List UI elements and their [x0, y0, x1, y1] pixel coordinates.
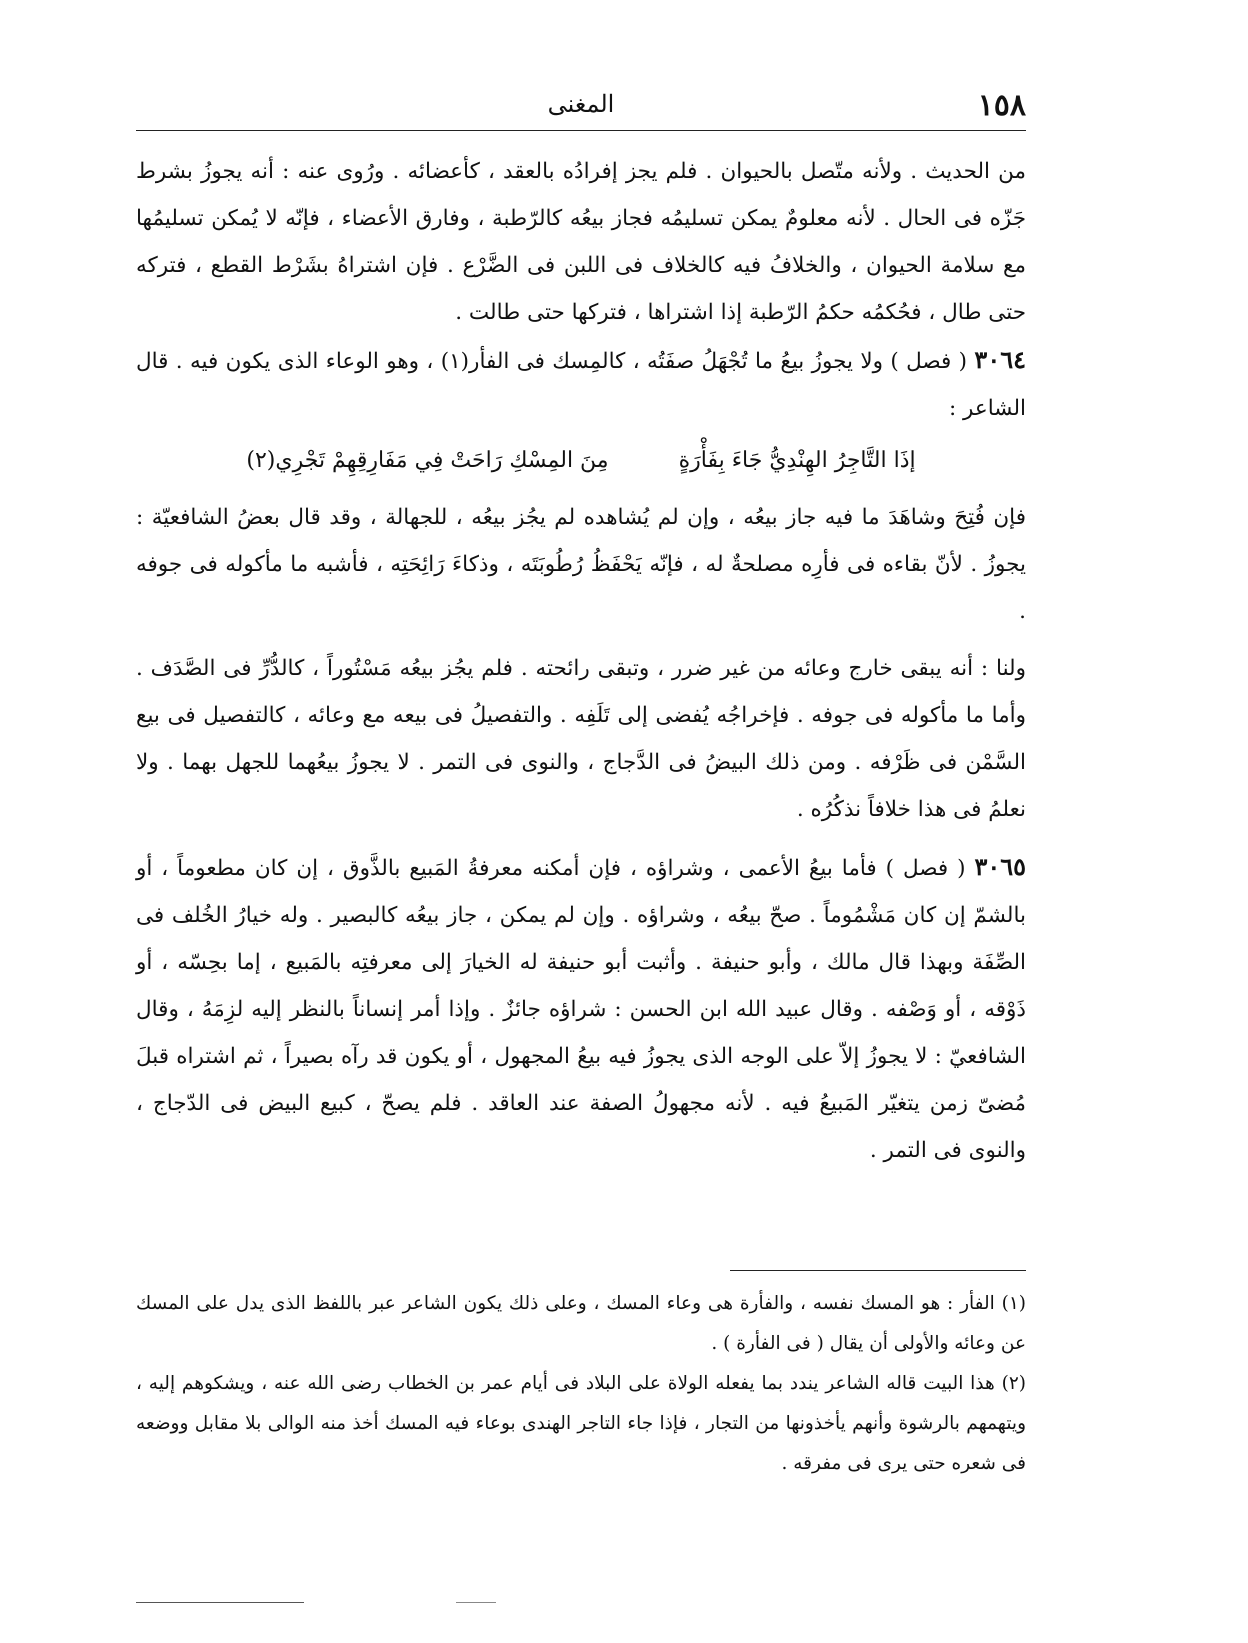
section-number-3064: ٣٠٦٤: [974, 345, 1026, 374]
footnote-rule: [730, 1270, 1026, 1271]
paragraph-1: من الحديث . ولأنه متّصل بالحيوان . فلم يجز إفرادُه بالعقد ، كأعضائه . ورُوى عنه : أنه يجوزُ بشرط جَزّه فى الحال . لأنه معلومٌ يمكن تسليمُه فجاز بيعُه كالرّطبة ، وفارق الأعضاء ، فإنّه لا يُمكن تسليمُها مع سلامة الحيوان ، والخلافُ فيه كالخلاف فى اللبن فى الضَّرْع . فإن اشتراهُ بشَرْط القطع ، فتركه حتى طال ، فحُكمُه حكمُ الرّطبة إذا اشتراها ، فتركها حتى طالت .: [136, 159, 1026, 325]
paragraph-5: [136, 843, 1026, 1174]
bottom-rule-left: [136, 1602, 304, 1603]
paragraph-4: ولنا : أنه يبقى خارج وعائه من غير ضرر ، وتبقى رائحته . فلم يجُز بيعُه مَسْتُوراً ، كالدُّرِّ فى الصَّدَف . وأما ما مأكوله فى جوفه . فإخراجُه يُفضى إلى تَلَفِه . والتفصيلُ فى بيعه مع وعائه ، كالتفصيل فى بيع السَّمْن فى ظَرْفه . ومن ذلك البيضُ فى الدَّجاج ، والنوى فى التمر . لا يجوزُ بيعُهما للجهل بهما . ولا نعلمُ فى هذا خلافاً نذكُرُه .: [136, 656, 1026, 822]
page-header: [136, 88, 1026, 128]
running-title: المغنى: [547, 90, 615, 118]
verse-first-hemistich: إذَا التَّاجِرُ الهِنْدِيُّ جَاءَ بِفَأْرَةٍ: [678, 448, 916, 473]
paragraph-3: فإن فُتِحَ وشاهَدَ ما فيه جاز بيعُه ، وإن لم يُشاهده لم يجُز بيعُه ، للجهالة ، وقد قال بعضُ الشافعيّة : يجوزُ . لأنّ بقاءه فى فأرِه مصلحةٌ له ، فإنّه يَحْفَظُ رُطُوبَتَه ، وذكاءَ رَائِحَتِه ، فأشبه ما مأكوله فى جوفه .: [136, 505, 1026, 624]
footnotes: [136, 1284, 1026, 1484]
verse-second-hemistich: مِنَ المِسْكِ رَاحَتْ فِي مَفَارِقِهِمْ تَجْرِي(٢): [246, 448, 609, 473]
section-number-3065: ٣٠٦٥: [974, 852, 1026, 881]
paragraph-2-text: ( فصل ) ولا يجوزُ بيعُ ما تُجْهَلُ صفَتُه ، كالمِسك فى الفأر(١) ، وهو الوعاء الذى يكون فيه . قال الشاعر :: [136, 349, 1026, 421]
paragraph-5-text: ( فصل ) فأما بيعُ الأعمى ، وشراؤه ، فإن أمكنه معرفةُ المَبيع بالذَّوق ، إن كان مطعوماً ، أو بالشمّ إن كان مَشْمُوماً . صحّ بيعُه ، وشراؤه . وإن لم يمكن ، جاز بيعُه كالبصير . وله خيارُ الخُلف فى الصِّفَة وبهذا قال مالك ، وأبو حنيفة . وأثبت أبو حنيفة له الخيارَ إلى معرفتِه بالمَبيع ، إما بحِسّه ، أو ذَوْقه ، أو وَصْفه . وقال عبيد الله ابن الحسن : شراؤه جائزٌ . وإذا أمر إنساناً بالنظر إليه لزِمَهُ ، وقال الشافعيّ : لا يجوزُ إلاّ على الوجه الذى يجوزُ فيه بيعُ المجهول ، أو يكون قد رآه بصيراً ، ثم اشتراه قبلَ مُضىّ زمن يتغيّر المَبيعُ فيه . لأنه مجهولُ الصفة عند العاقد . فلم يصحّ ، كبيع البيض فى الدّجاج ، والنوى فى التمر .: [136, 856, 1026, 1163]
main-text: [136, 148, 1026, 1174]
paragraph-2: [136, 336, 1026, 432]
bottom-rule-center: [456, 1602, 496, 1603]
header-rule: [136, 130, 1026, 131]
footnote-2: (٢) هذا البيت قاله الشاعر يندد بما يفعله الولاة على البلاد فى أيام عمر بن الخطاب رضى الله عنه ، ويشكوهم إليه ، ويتهمهم بالرشوة وأنهم يأخذونها من التجار ، فإذا جاء التاجر الهندى بوعاء فيه المسك أخذ منه الوالى بلا مقابل ووضعه فى شعره حتى يرى فى مفرقه .: [136, 1373, 1026, 1474]
poetry-verse: [136, 436, 1026, 486]
footnote-1: (١) الفأر : هو المسك نفسه ، والفأرة هى وعاء المسك ، وعلى ذلك يكون الشاعر عبر باللفظ الذى يدل على المسك عن وعائه والأولى أن يقال ( فى الفأرة ) .: [136, 1293, 1026, 1354]
page-number: ١٥٨: [977, 88, 1026, 123]
